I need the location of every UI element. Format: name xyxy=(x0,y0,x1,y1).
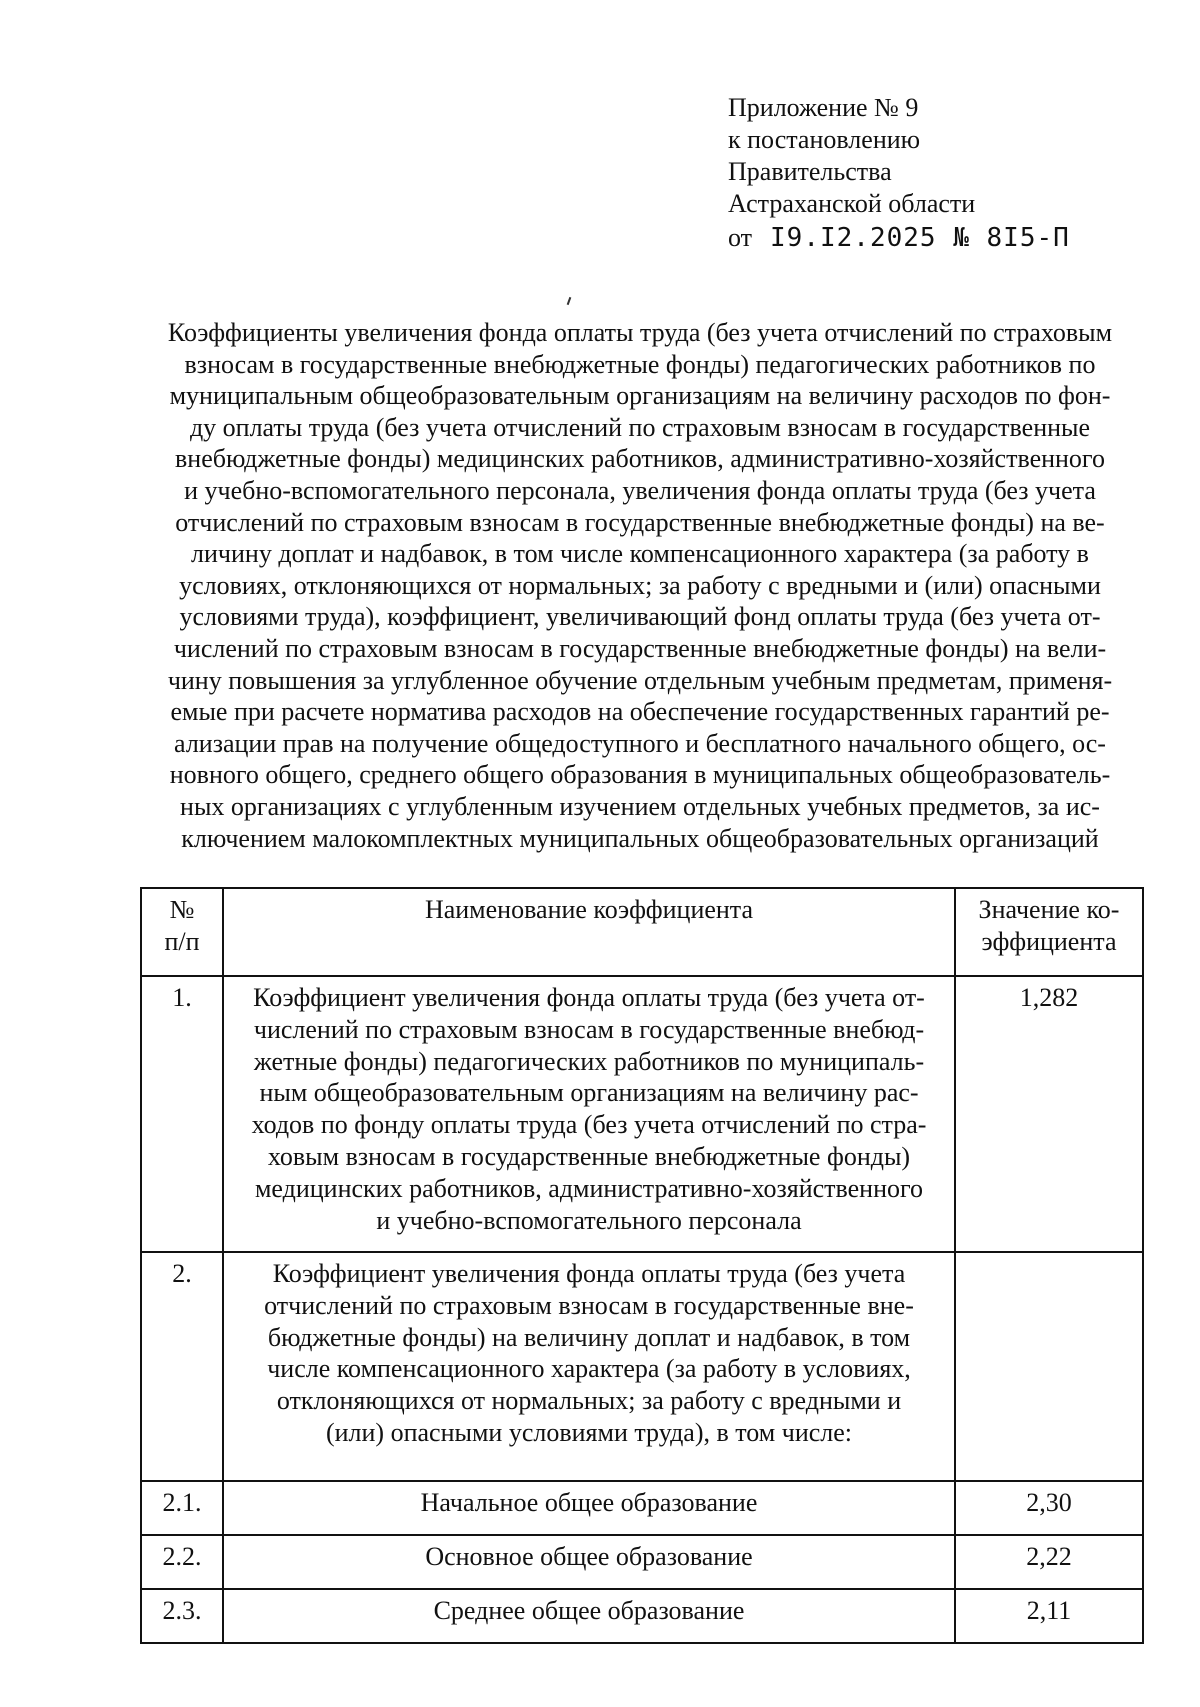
header-value-line: Значение ко- xyxy=(978,895,1120,924)
header-value-line: эффициента xyxy=(981,926,1117,956)
approval-line: Правительства xyxy=(728,157,892,186)
row-name-line: числе компенсационного характера (за работу в условиях, xyxy=(267,1354,911,1384)
stray-mark xyxy=(567,297,572,305)
row-name-line: медицинских работников, административно-хозяйственного xyxy=(254,1173,924,1203)
row-value: 2,22 xyxy=(955,1535,1143,1589)
title-line: Коэффициенты увеличения фонда оплаты труда (без учета отчислений по страховым xyxy=(167,318,1113,347)
approval-line: Астраханской области xyxy=(728,189,976,218)
table-row xyxy=(141,1589,1143,1643)
row-name-line: числений по страховым взносам в государственные внебюд- xyxy=(253,1014,925,1044)
title-line: взносам в государственные внебюджетные фонды) педагогических работников по xyxy=(184,349,1096,379)
row-name: Начальное общее образование xyxy=(223,1481,955,1535)
title-line: новного общего, среднего общего образования в муниципальных общеобразователь- xyxy=(169,760,1111,790)
row-num: 2. xyxy=(141,1252,223,1481)
row-num: 2.2. xyxy=(141,1535,223,1589)
row-value: 2,11 xyxy=(955,1589,1143,1643)
row-value xyxy=(955,1252,1143,1481)
row-name-line: ходов по фонду оплаты труда (без учета отчислений по стра- xyxy=(251,1110,927,1140)
table-header-row xyxy=(141,888,1143,976)
row-name-line: ховым взносам в государственные внебюджетные фонды) xyxy=(267,1141,911,1171)
row-name-line: жетные фонды) педагогических работников по муниципаль- xyxy=(253,1046,925,1076)
title-line: числений по страховым взносам в государственные внебюджетные фонды) на вели- xyxy=(173,633,1107,663)
title-line: личину доплат и надбавок, в том числе компенсационного характера (за работу в xyxy=(191,539,1089,569)
row-name-line: (или) опасными условиями труда), в том числе: xyxy=(325,1417,853,1447)
title-line: муниципальным общеобразовательным организациям на величину расходов по фон- xyxy=(169,381,1111,411)
header-name: Наименование коэффициента xyxy=(223,888,955,976)
row-name: Основное общее образование xyxy=(223,1535,955,1589)
title-line: ду оплаты труда (без учета отчислений по страховым взносам в государственные xyxy=(189,412,1091,442)
title-line: условиях, отклоняющихся от нормальных; за работу с вредными и (или) опасными xyxy=(179,570,1101,600)
row-name-line: отчислений по страховым взносам в государственные вне- xyxy=(264,1290,914,1320)
title-line: отчислений по страховым взносам в государственные внебюджетные фонды) на ве- xyxy=(175,507,1105,537)
document-title xyxy=(140,317,1140,854)
table-row xyxy=(141,1252,1143,1481)
row-num: 2.1. xyxy=(141,1481,223,1535)
header-value xyxy=(955,888,1143,976)
row-num: 2.3. xyxy=(141,1589,223,1643)
title-line: чину повышения за углубленное обучение отдельным учебным предметам, применя- xyxy=(167,665,1113,695)
row-name xyxy=(223,1252,955,1481)
row-name-line: ным общеобразовательным организациям на величину рас- xyxy=(259,1078,919,1108)
title-line: емые при расчете норматива расходов на обеспечение государственных гарантий ре- xyxy=(170,697,1110,727)
header-num-line: № xyxy=(169,895,195,924)
approval-line: Приложение № 9 xyxy=(728,93,919,122)
header-num-line: п/п xyxy=(164,926,200,956)
row-name-line: бюджетные фонды) на величину доплат и надбавок, в том xyxy=(267,1322,911,1352)
row-name-line: Коэффициент увеличения фонда оплаты труда (без учета от- xyxy=(253,983,925,1012)
approval-line: к постановлению xyxy=(728,125,921,154)
header-num xyxy=(141,888,223,976)
title-line: и учебно-вспомогательного персонала, увеличения фонда оплаты труда (без учета xyxy=(184,475,1096,505)
row-value: 2,30 xyxy=(955,1481,1143,1535)
row-name-line: Коэффициент увеличения фонда оплаты труда (без учета xyxy=(272,1259,906,1288)
coefficients-table xyxy=(140,887,1144,1644)
title-line: внебюджетные фонды) медицинских работников, административно-хозяйственного xyxy=(175,444,1105,474)
row-name: Среднее общее образование xyxy=(223,1589,955,1643)
table-row xyxy=(141,1535,1143,1589)
row-num: 1. xyxy=(141,976,223,1252)
row-name-line: отклоняющихся от нормальных; за работу с вредными и xyxy=(276,1386,902,1416)
date-prefix: от xyxy=(728,223,753,252)
title-line: ных организациях с углубленным изучением отдельных учебных предметов, за ис- xyxy=(180,791,1100,821)
table-row xyxy=(141,976,1143,1252)
approval-block xyxy=(728,92,1088,254)
row-name xyxy=(223,976,955,1252)
title-line: ключением малокомплектных муниципальных общеобразовательных организаций xyxy=(181,823,1099,853)
row-value: 1,282 xyxy=(955,976,1143,1252)
table-row xyxy=(141,1481,1143,1535)
row-name-line: и учебно-вспомогательного персонала xyxy=(376,1205,802,1235)
approval-date-line xyxy=(728,222,1088,254)
title-line: условиями труда), коэффициент, увеличивающий фонд оплаты труда (без учета от- xyxy=(179,602,1101,632)
title-line: ализации прав на получение общедоступного и бесплатного начального общего, ос- xyxy=(174,728,1106,758)
date-stamp: I9.I2.2025 № 8I5-П xyxy=(770,223,1070,253)
